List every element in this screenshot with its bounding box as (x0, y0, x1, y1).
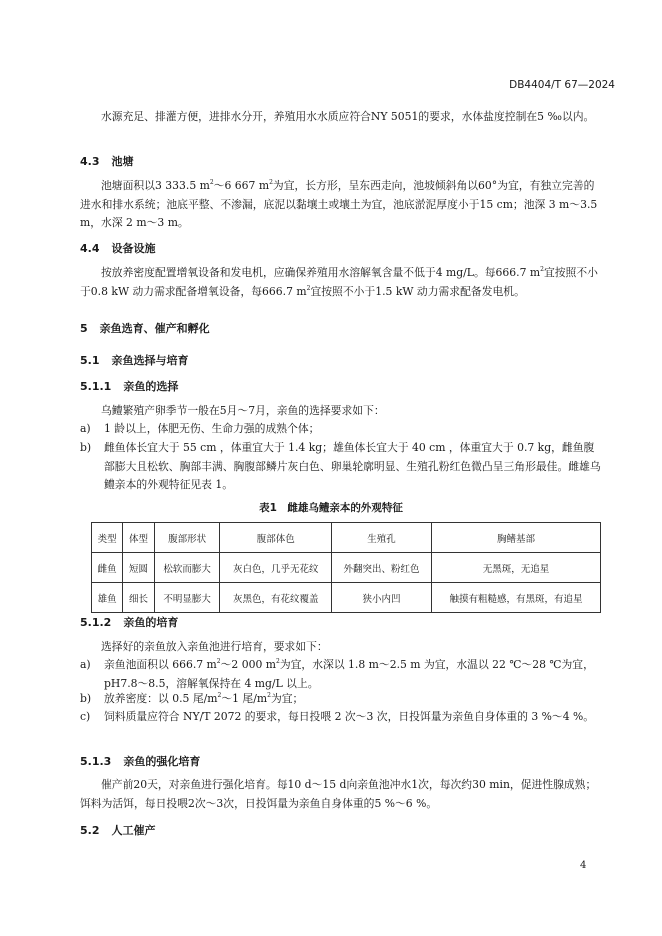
table-header-cell: 腹部形状 (154, 523, 220, 553)
table-header-row (92, 523, 601, 553)
heading-5-1-3 (80, 753, 200, 769)
heading-title: 设备设施 (111, 242, 156, 255)
heading-5 (80, 320, 210, 336)
list-item-a: a) 亲鱼池面积以 666.7 $m^2\sim 2$ 000 $m^2$为宜，水深以 1.8 m～2.5 m 为宜，水温以 22 ℃～28 ℃为宜，pH7.8～8.5，溶解氧保持在 4 mg/L 以上。 (80, 658, 594, 690)
table-cell: 狭小内凹 (332, 583, 432, 613)
table-row (92, 553, 601, 583)
table-header-cell: 生殖孔 (332, 523, 432, 553)
table-cell: 松软而膨大 (154, 553, 220, 583)
table-cell: 触摸有粗糙感，有黑斑，有追星 (432, 583, 601, 613)
heading-number: 4.3 (80, 155, 100, 168)
table-cell: 灰白色，几乎无花纹 (220, 553, 332, 583)
list-item-b: b) 放养密度：以 0.5 尾$/m^2\sim 1$ 尾$/m^2$为宜； (80, 692, 304, 705)
heading-4-3 (80, 153, 134, 169)
table-cell: 细长 (123, 583, 154, 613)
heading-5-1-1 (80, 378, 178, 394)
table-cell: 雄鱼 (92, 583, 123, 613)
table-cell: 无黑斑，无追星 (432, 553, 601, 583)
table-cell: 短圆 (123, 553, 154, 583)
heading-title: 亲鱼选择与培育 (111, 354, 189, 367)
heading-title: 人工催产 (111, 824, 156, 837)
heading-5-1 (80, 352, 189, 368)
heading-number: 4.4 (80, 242, 100, 255)
heading-title: 亲鱼的强化培育 (123, 755, 201, 768)
heading-5-2 (80, 822, 156, 838)
heading-title: 亲鱼的培育 (123, 616, 179, 629)
list-item-a: a) 1 龄以上，体肥无伤、生命力强的成熟个体； (80, 422, 320, 435)
heading-title: 亲鱼的选择 (123, 380, 179, 393)
appearance-table (91, 522, 601, 613)
table-header-cell: 胸鳍基部 (432, 523, 601, 553)
section-5-1-1-intro: 乌鳢繁殖产卵季节一般在5月～7月，亲鱼的选择要求如下： (101, 404, 385, 417)
list-item-c: c) 饲料质量应符合 NY/T 2072 的要求，每日投喂 2 次～3 次，日投饵量为亲鱼自身体重的 3 %～4 %。 (80, 710, 595, 723)
heading-title: 亲鱼选育、催产和孵化 (99, 322, 210, 335)
page-number: 4 (580, 860, 587, 871)
table-cell: 外翻突出、粉红色 (332, 553, 432, 583)
table-cell: 灰黑色，有花纹覆盖 (220, 583, 332, 613)
table-row (92, 583, 601, 613)
heading-number: 5.1.3 (80, 755, 112, 768)
heading-5-1-2 (80, 614, 178, 630)
table-cell: 雌鱼 (92, 553, 123, 583)
heading-number: 5.1.1 (80, 380, 112, 393)
table-caption: 表1 雌雄乌鳢亲本的外观特征 (259, 502, 403, 514)
table-header-cell: 类型 (92, 523, 123, 553)
section-5-1-3-text: 催产前20天，对亲鱼进行强化培育。每10 d～15 d向亲鱼池冲水1次，每次约30 min，促进性腺成熟；饵料为活饵，每日投喂2次～3次，日投饵量为亲鱼自身体重的5 %～6 %。 (80, 778, 597, 810)
table-cell: 不明显膨大 (154, 583, 220, 613)
heading-number: 5.1 (80, 354, 100, 367)
section-4-4-text: 按放养密度配置增氧设备和发电机，应确保养殖用水溶解氧含量不低于4 mg/L。每666.7 $m^2$宜按照不小于0.8 kW 动力需求配备增氧设备，每666.7 $m^2$宜按照不小于1.5 kW 动力需求配备发电机。 (80, 266, 598, 298)
section-5-1-2-intro: 选择好的亲鱼放入亲鱼池进行培育，要求如下： (101, 640, 328, 653)
section-4-3-text: 池塘面积以3 333.5 $m^2\sim 6$ 667 $m^2$为宜，长方形，呈东西走向，池坡倾斜角以60°为宜，有独立完善的进水和排水系统；池底平整、不渗漏，底泥以黏壤土或壤土为宜，池底淤泥厚度小于15 cm；池深 3 m～3.5 m，水深 2 m～3 m。 (80, 179, 598, 229)
heading-number: 5 (80, 322, 88, 335)
heading-number: 5.2 (80, 824, 100, 837)
heading-title: 池塘 (111, 155, 134, 168)
heading-number: 5.1.2 (80, 616, 112, 629)
section-4-2-tail: 水源充足、排灌方便，进排水分开，养殖用水水质应符合NY 5051的要求，水体盐度控制在5 ‰以内。 (101, 110, 595, 123)
table-header-cell: 腹部体色 (220, 523, 332, 553)
heading-4-4 (80, 240, 156, 256)
list-item-b: b) 雌鱼体长宜大于 55 cm ，体重宜大于 1.4 kg；雄鱼体长宜大于 40 cm ，体重宜大于 0.7 kg，雌鱼腹部膨大且松软、胸部丰满、胸腹部鳞片灰白色、卵巢轮廓明显、生殖孔粉红色微凸呈三角形最佳。雌雄乌鳢亲本的外观特征见表 1。 (80, 441, 601, 491)
standard-number: DB4404/T 67—2024 (509, 79, 615, 91)
table-header-cell: 体型 (123, 523, 154, 553)
